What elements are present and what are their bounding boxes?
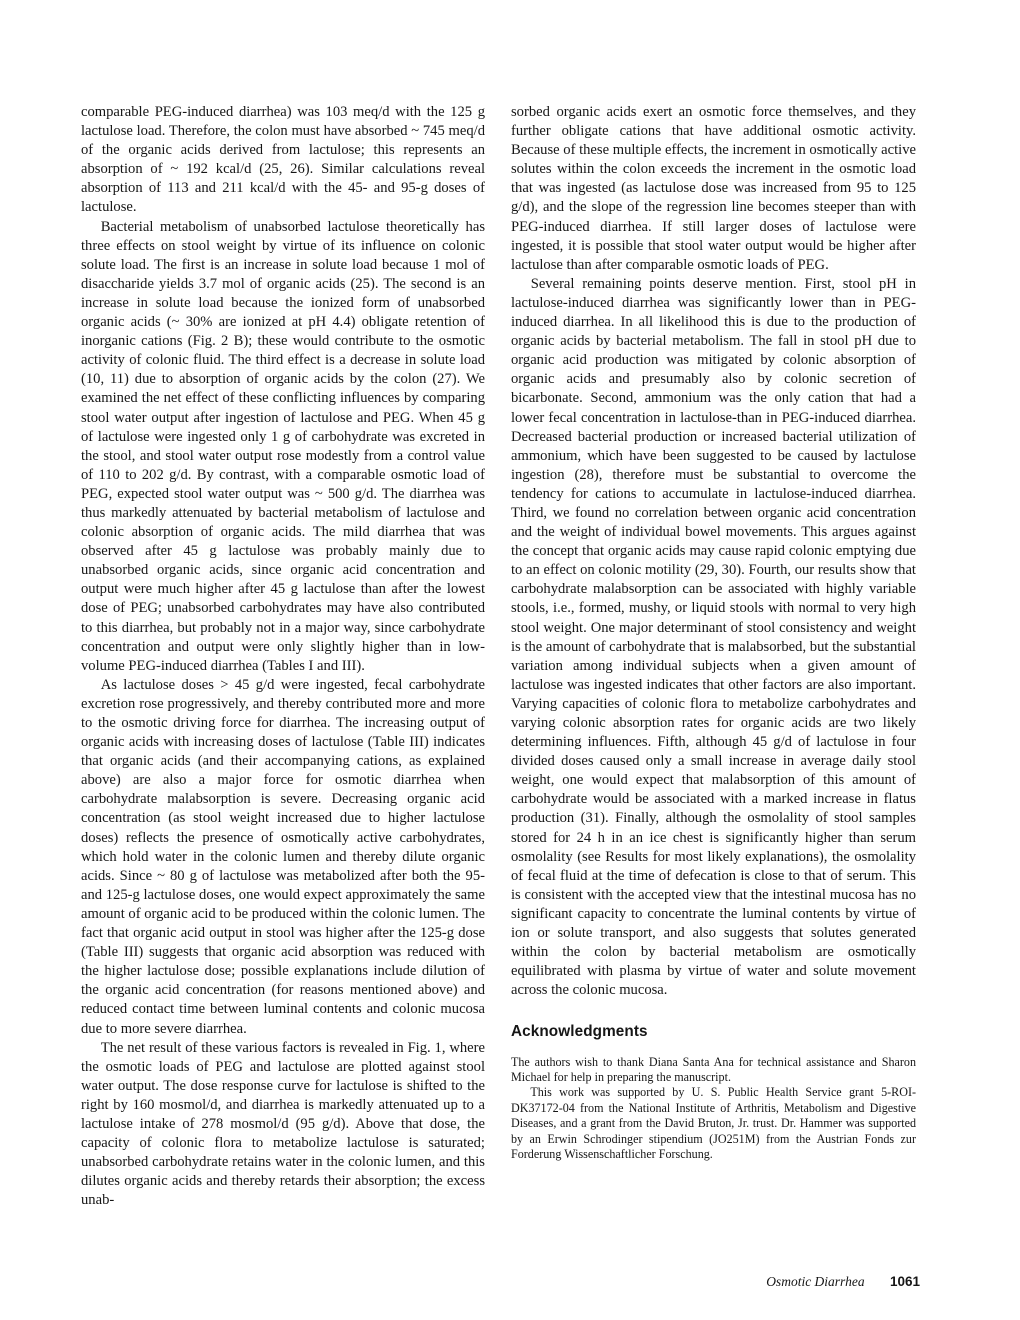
body-paragraph: sorbed organic acids exert an osmotic force themselves, and they further obligate cations that have additional osmotic activity. Because of these multiple effects, the increment in osmotically active solutes within the colon exceeds the increment in the osmotic load that was ingested (as lactulose dose was increased from 95 to 125 g/d), and the slope of the regression line becomes steeper than with PEG-induced diarrhea. If still larger doses of lactulose were ingested, it is possible that stool water output would be higher after lactulose than after comparable osmotic loads of PEG. bbox=[511, 104, 916, 273]
body-paragraph: The net result of these various factors is revealed in Fig. 1, where the osmotic loads of PEG and lactulose are plotted against stool water output. The dose response curve for lactulose is shifted to the right by 160 mosmol/d, and diarrhea is markedly attenuated up to a lactulose intake of 278 mosmol/d (95 g/d). Above that dose, the capacity of colonic flora to metabolize lactulose is saturated; unabsorbed carbohydrate retains water in the colonic lumen, and this dilutes organic acids and thereby retards their absorption; the excess unab- bbox=[81, 1039, 485, 1209]
running-title: Osmotic Diarrhea bbox=[766, 1274, 865, 1289]
page-footer bbox=[766, 1274, 920, 1290]
right-column bbox=[511, 103, 916, 1162]
acknowledgments-paragraph: This work was supported by U. S. Public Health Service grant 5-ROI-DK37172-04 from the National Institute of Arthritis, Metabolism and Digestive Diseases, and a grant from the David Bruton, Jr. trust. Dr. Hammer was supported by an Erwin Schrodinger stipendium (JO251M) from the Austrian Fonds zur Forderung Wissenschaftlicher Forschung. bbox=[511, 1085, 916, 1161]
body-paragraph: comparable PEG-induced diarrhea) was 103 meq/d with the 125 g lactulose load. Therefore, the colon must have absorbed ~ 745 meq/d of the organic acids derived from lactulose; this represents an absorption of ~ 192 kcal/d (25, 26). Similar calculations reveal absorption of 113 and 211 kcal/d with the 45- and 95-g doses of lactulose. bbox=[81, 104, 485, 216]
body-paragraph: Several remaining points deserve mention. First, stool pH in lactulose-induced diarrhea was significantly lower than in PEG-induced diarrhea. In all likelihood this is due to the production of organic acids by bacterial metabolism. The fall in stool pH due to organic acid production was mitigated by colonic absorption of organic acids and presumably also by colonic secretion of bicarbonate. Second, ammonium was the only cation that had a lower fecal concentration in lactulose-than in PEG-induced diarrhea. Decreased bacterial production or increased bacterial utilization of ammonium, which have been suggested to be caused by lactulose ingestion (28), therefore must be substantial to overcome the tendency for cations to accumulate in lactulose-induced diarrhea. Third, we found no correlation between organic acid concentration and the weight of individual bowel movements. This argues against the concept that organic acids may cause rapid colonic emptying due to an effect on colonic motility (29, 30). Fourth, our results show that carbohydrate malabsorption can be associated with highly variable stools, i.e., formed, mushy, or liquid stools with normal to very high stool weight. One major determinant of stool consistency and weight is the amount of carbohydrate that is malabsorbed, but the substantial variation among individual subjects when a given amount of lactulose was ingested indicates that other factors are also important. Varying capacities of colonic flora to metabolize carbohydrates and varying colonic absorption rates for organic acids are two likely determining influences. Fifth, although 45 g/d of lactulose in four divided doses caused only a small increase in average daily stool weight, one would expect that malabsorption of this amount of carbohydrate would be associated with a marked increase in flatus production (31). Finally, although the osmolality of stool samples stored for 24 h in an ice chest is significantly higher than serum osmolality (see Results for most likely explanations), the osmolality of fecal fluid at the time of defecation is close to that of serum. This is consistent with the accepted view that the intestinal mucosa has no significant capacity to concentrate the luminal contents by virtue of ion or solute transport, and also suggests that solutes generated within the colon by bacterial metabolism are osmotically equilibrated with plasma by virtue of water and solute movement across the colonic mucosa. bbox=[511, 275, 916, 999]
page-number: 1061 bbox=[889, 1274, 920, 1289]
acknowledgments-paragraph: The authors wish to thank Diana Santa Ana for technical assistance and Sharon Michael for help in preparing the manuscript. bbox=[511, 1054, 916, 1084]
body-paragraph: As lactulose doses > 45 g/d were ingested, fecal carbohydrate excretion rose progressively, and thereby contributed more and more to the osmotic driving force for diarrhea. The increasing output of organic acids with increasing doses of lactulose (Table III) indicates that organic acids (and their accompanying cations, as explained above) are also a major force for osmotic diarrhea when carbohydrate malabsorption is severe. Decreasing organic acid concentration (as stool weight increased due to higher lactulose doses) reflects the presence of osmotically active carbohydrates, which hold water in the colonic lumen and thereby dilute organic acids. Since ~ 80 g of lactulose was metabolized after both the 95- and 125-g lactulose doses, one would expect approximately the same amount of organic acid to be produced within the colonic lumen. The fact that organic acid output in stool was higher after the 125-g dose (Table III) suggests that organic acid absorption was reduced with the higher lactulose dose; possible explanations include dilution of the organic acid concentration (for reasons mentioned above) and reduced contact time between luminal contents and colonic mucosa due to more severe diarrhea. bbox=[81, 676, 485, 1037]
acknowledgments-section bbox=[511, 1022, 916, 1162]
body-paragraph: Bacterial metabolism of unabsorbed lactulose theoretically has three effects on stool weight by virtue of its influence on colonic solute load. The first is an increase in solute load because 1 mol of disaccharide yields 3.7 mol of organic acids (25). The second is an increase in solute load because the ionized form of unabsorbed organic acids (~ 30% are ionized at pH 4.4) obligate retention of inorganic cations (Fig. 2 B); these would contribute to the osmotic activity of colonic fluid. The third effect is a decrease in solute load (10, 11) due to absorption of organic acids by the colon (27). We examined the net effect of these conflicting influences by comparing stool water output after ingestion of lactulose and PEG. When 45 g of lactulose were ingested only 1 g of carbohydrate was excreted in the stool, and stool water output rose modestly from a control value of 110 to 202 g/d. By contrast, with a comparable osmotic load of PEG, expected stool water output was ~ 500 g/d. The diarrhea was thus markedly attenuated by bacterial metabolism of lactulose and colonic absorption of organic acids. The mild diarrhea that was observed after 45 g lactulose was probably mainly due to unabsorbed organic acids, since organic acid concentration and output were much higher after 45 g lactulose than after the lowest dose of PEG; unabsorbed carbohydrates may have also contributed to this diarrhea, but probably not in a major way, since carbohydrate concentration and output were only slightly higher than in low-volume PEG-induced diarrhea (Tables I and III). bbox=[81, 218, 485, 674]
acknowledgments-heading: Acknowledgments bbox=[511, 1023, 648, 1041]
left-column bbox=[81, 103, 485, 1210]
